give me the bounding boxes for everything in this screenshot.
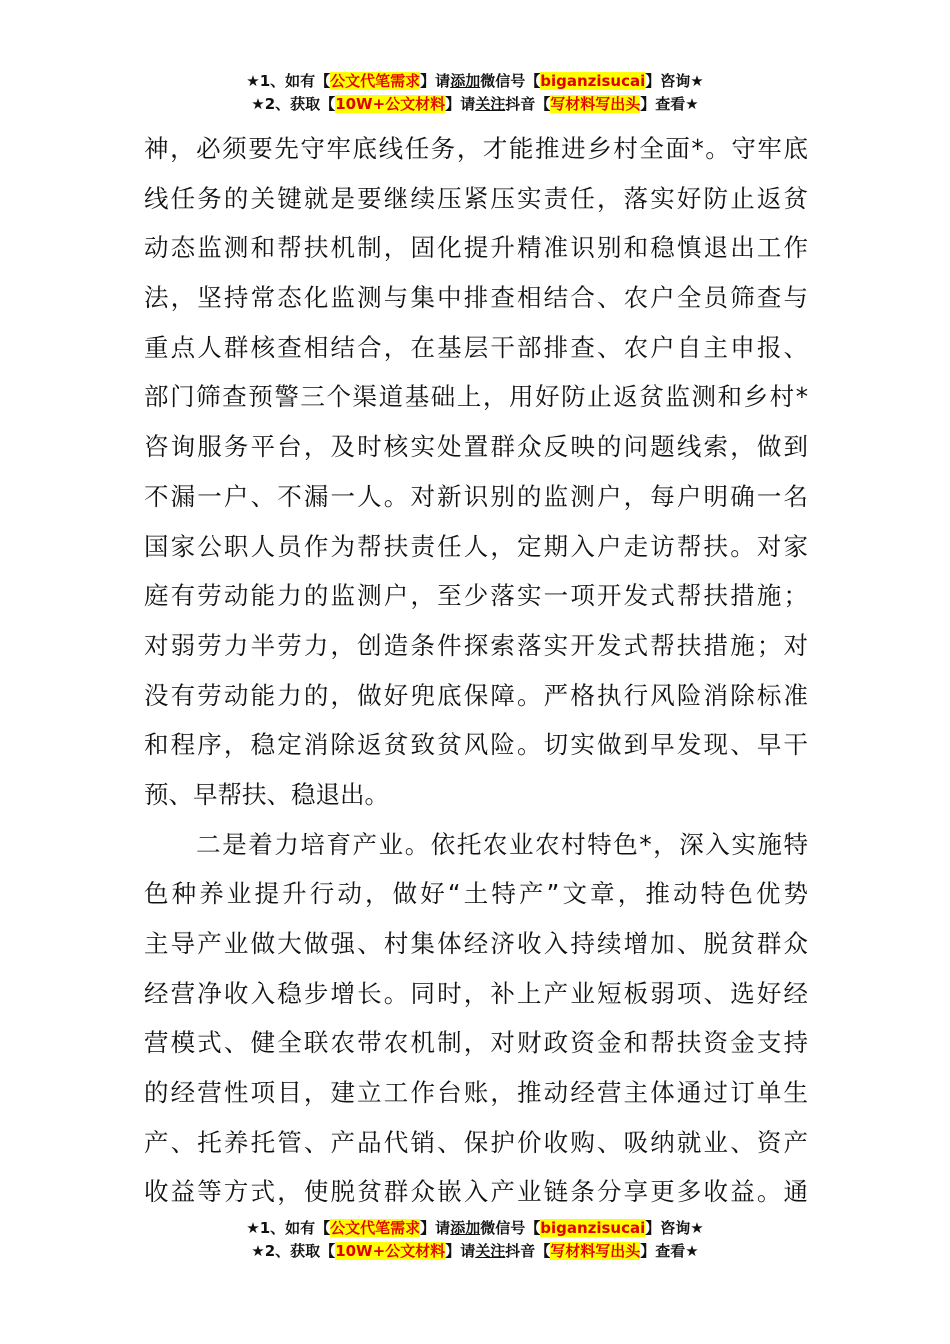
text-line: 营模式、健全联农带农机制，对财政资金和帮扶资金支持: [144, 1028, 808, 1058]
text-line: 预、早帮扶、稳退出。: [144, 779, 389, 809]
banner-text: 】咨询★: [645, 72, 704, 90]
text-line: 不漏一户、不漏一人。对新识别的监测户，每户明确一名: [144, 481, 808, 511]
banner-highlight: 公文代笔需求: [330, 1219, 421, 1237]
banner-underline: 添加: [450, 1219, 481, 1237]
banner-text: 微信号【: [480, 72, 541, 90]
banner-highlight: biganzisucai: [540, 72, 646, 90]
banner-text: ★2、获取【: [251, 1242, 336, 1260]
banner-text: ★1、如有【: [246, 72, 331, 90]
banner-text: 】查看★: [640, 95, 699, 113]
banner-line-2: [0, 93, 950, 116]
banner-highlight: 10W+公文材料: [335, 95, 446, 113]
text-line: 动态监测和帮扶机制，固化提升精准识别和稳慎退出工作: [144, 233, 808, 263]
banner-line-2: [0, 1240, 950, 1263]
text-line: 咨询服务平台，及时核实处置群众反映的问题线索，做到: [144, 432, 808, 462]
banner-text: 】请: [445, 1242, 476, 1260]
banner-text: 】请: [420, 72, 451, 90]
banner-text: 抖音【: [505, 1242, 551, 1260]
text-line: 产、托养托管、产品代销、保护价收购、吸纳就业、资产: [144, 1127, 808, 1157]
banner-underline: 关注: [475, 1242, 506, 1260]
banner-text: ★2、获取【: [251, 95, 336, 113]
banner-text: 抖音【: [505, 95, 551, 113]
text-line: 主导产业做大做强、村集体经济收入持续增加、脱贫群众: [144, 929, 808, 958]
banner-text: ★1、如有【: [246, 1219, 331, 1237]
text-line: 和程序，稳定消除返贫致贫风险。切实做到早发现、早干: [144, 730, 808, 760]
text-line: 国家公职人员作为帮扶责任人，定期入户走访帮扶。对家: [144, 531, 808, 561]
footer-banner: [0, 1217, 950, 1263]
text-line: 神，必须要先守牢底线任务，才能推进乡村全面*。守牢底: [144, 134, 808, 163]
banner-underline: 关注: [475, 95, 506, 113]
text-line: 二是着力培育产业。依托农业农村特色*，深入实施特: [144, 829, 808, 859]
text-line: 庭有劳动能力的监测户，至少落实一项开发式帮扶措施；: [144, 581, 808, 611]
text-line: 没有劳动能力的，做好兜底保障。严格执行风险消除标准: [144, 680, 808, 710]
banner-highlight: biganzisucai: [540, 1219, 646, 1237]
banner-line-1: [0, 70, 950, 93]
banner-text: 】请: [445, 95, 476, 113]
banner-highlight: 写材料写出头: [550, 95, 641, 113]
text-line: 经营净收入稳步增长。同时，补上产业短板弱项、选好经: [144, 978, 808, 1008]
text-line: 重点人群核查相结合，在基层干部排查、农户自主申报、: [144, 332, 808, 362]
text-line: 的经营性项目，建立工作台账，推动经营主体通过订单生: [144, 1078, 808, 1108]
banner-text: 】查看★: [640, 1242, 699, 1260]
text-line: 收益等方式，使脱贫群众嵌入产业链条分享更多收益。通: [144, 1177, 808, 1207]
text-line: 部门筛查预警三个渠道基础上，用好防止返贫监测和乡村*: [144, 382, 808, 412]
banner-highlight: 写材料写出头: [550, 1242, 641, 1260]
document-body: [144, 124, 808, 1217]
banner-line-1: [0, 1217, 950, 1240]
header-banner: [0, 70, 950, 116]
text-line: 法，坚持常态化监测与集中排查相结合、农户全员筛查与: [144, 283, 808, 313]
banner-highlight: 公文代笔需求: [330, 72, 421, 90]
text-line: 色种养业提升行动，做好“土特产”文章，推动特色优势: [144, 879, 808, 909]
banner-highlight: 10W+公文材料: [335, 1242, 446, 1260]
banner-text: 微信号【: [480, 1219, 541, 1237]
banner-text: 】咨询★: [645, 1219, 704, 1237]
banner-text: 】请: [420, 1219, 451, 1237]
banner-underline: 添加: [450, 72, 481, 90]
text-line: 线任务的关键就是要继续压紧压实责任，落实好防止返贫: [144, 183, 808, 213]
text-line: 对弱劳力半劳力，创造条件探索落实开发式帮扶措施；对: [144, 630, 808, 660]
